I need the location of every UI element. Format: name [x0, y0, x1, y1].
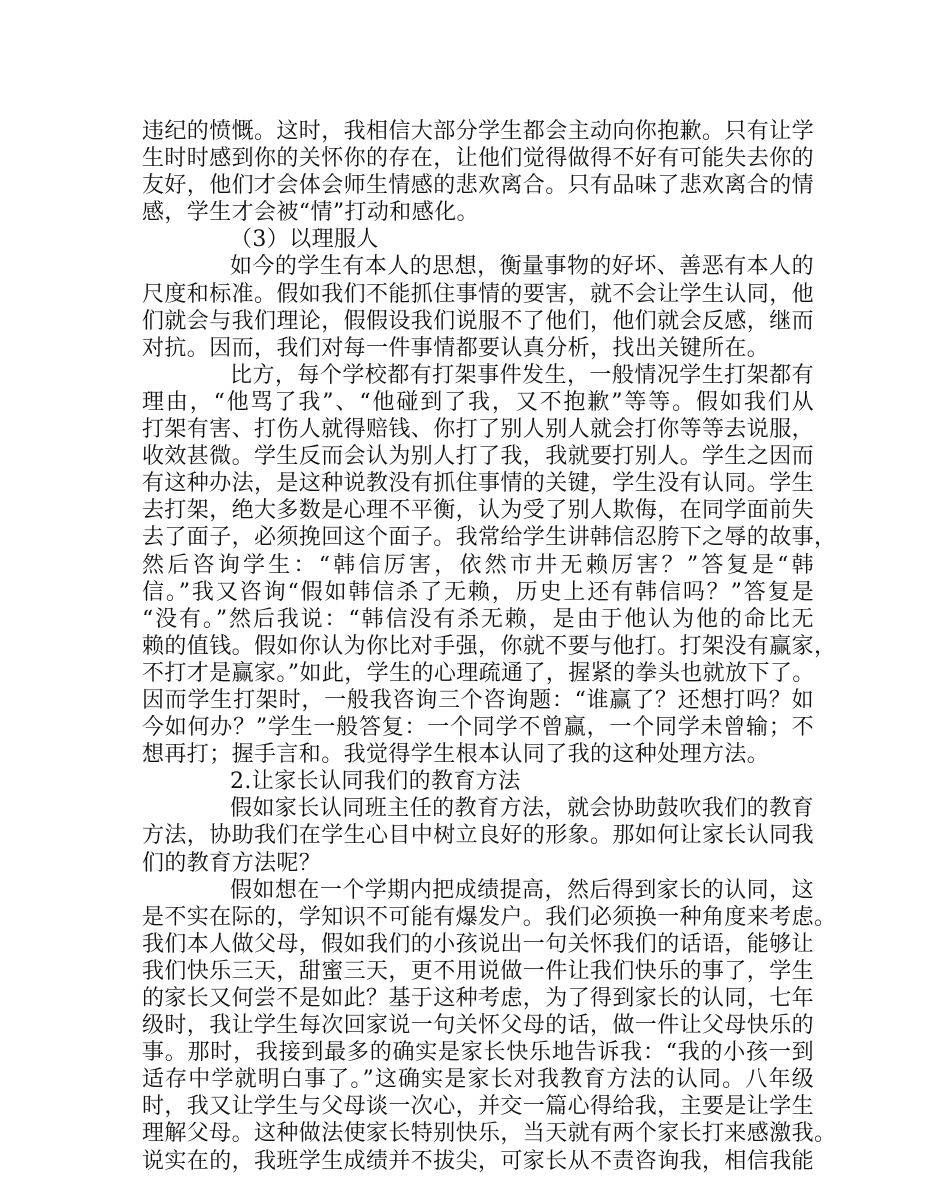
text-line: 理解父母。这种做法使家长特别快乐，当天就有两个家长打来感激我。	[142, 1121, 837, 1147]
paragraph-first-line: 如今的学生有本人的思想，衡量事物的好坏、善恶有本人的	[230, 254, 814, 280]
text-line: 友好，他们才会体会师生情感的悲欢离合。只有品味了悲欢离合的情	[142, 173, 815, 199]
document-body	[142, 118, 837, 1175]
section-heading: （3）以理服人	[230, 227, 379, 253]
paragraph-first-line: 比方，每个学校都有打架事件发生，一般情况学生打架都有	[230, 362, 814, 388]
paragraph-first-line: 假如想在一个学期内把成绩提高，然后得到家长的认同，这	[230, 877, 814, 903]
text-line: 我们快乐三天，甜蜜三天，更不用说做一件让我们快乐的事了，学生	[142, 958, 815, 984]
text-line: 的家长又何尝不是如此？基于这种考虑，为了得到家长的认同，七年	[142, 986, 815, 1011]
text-line: 们的教育方法呢？	[142, 850, 322, 876]
text-line: “没有。”然后我说：“韩信没有杀无赖，是由于他认为他的命比无	[142, 606, 814, 632]
text-line: 然后咨询学生：“韩信厉害，依然市井无赖厉害？”答复是“韩	[142, 552, 814, 578]
section-heading: 2.让家长认同我们的教育方法	[230, 769, 521, 795]
text-line: 信。”我又咨询“假如韩信杀了无赖，历史上还有韩信吗？”答复是	[142, 579, 814, 605]
text-line: 有这种办法，是这种说教没有抓住事情的关键，学生没有认同。学生	[142, 471, 815, 497]
text-line: 不打才是赢家。”如此，学生的心理疏通了，握紧的拳头也就放下了。	[142, 660, 815, 686]
text-line: 赖的值钱。假如你认为你比对手强，你就不要与他打。打架没有赢家，	[142, 633, 837, 659]
text-line: 是不实在际的，学知识不可能有爆发户。我们必须换一种角度来考虑。	[142, 904, 837, 930]
text-line: 想再打；握手言和。我觉得学生根本认同了我的这种处理方法。	[142, 742, 770, 768]
text-line: 去打架，绝大多数是心理不平衡，认为受了别人欺侮，在同学面前失	[142, 498, 815, 524]
text-line: 今如何办？”学生一般答复：一个同学不曾赢，一个同学未曾输；不	[142, 715, 814, 741]
text-line: 方法，协助我们在学生心目中树立良好的形象。那如何让家长认同我	[142, 823, 815, 849]
text-line: 理由，“他骂了我”、“他碰到了我，又不抱歉”等等。假如我们从	[142, 389, 814, 415]
text-line: 尺度和标准。假如我们不能抓住事情的要害，就不会让学生认同，他	[142, 281, 815, 307]
text-line: 级时，我让学生每次回家说一句关怀父母的话，做一件让父母快乐的	[142, 1013, 815, 1039]
text-line: 事。那时，我接到最多的确实是家长快乐地告诉我：“我的小孩一到	[142, 1040, 814, 1066]
text-line: 说实在的，我班学生成绩并不拔尖，可家长从不责咨询我，相信我能	[142, 1148, 815, 1174]
paragraph-first-line: 假如家长认同班主任的教育方法，就会协助鼓吹我们的教育	[230, 796, 814, 822]
text-line: 们就会与我们理论，假假设我们说服不了他们，他们就会反感，继而	[142, 308, 815, 334]
text-line: 对抗。因而，我们对每一件事情都要认真分析，找出关键所在。	[142, 335, 770, 361]
text-line: 去了面子，必须挽回这个面子。我常给学生讲韩信忍胯下之辱的故事，	[142, 525, 837, 551]
text-line: 因而学生打架时，一般我咨询三个咨询题：“谁赢了？还想打吗？如	[142, 687, 814, 713]
text-line: 感，学生才会被“情”打动和感化。	[142, 200, 479, 226]
text-line: 时，我又让学生与父母谈一次心，并交一篇心得给我，主要是让学生	[142, 1094, 815, 1120]
text-line: 收效甚微。学生反而会认为别人打了我，我就要打别人。学生之因而	[142, 444, 815, 470]
text-line: 适存中学就明白事了。”这确实是家长对我教育方法的认同。八年级	[142, 1067, 814, 1093]
text-line: 我们本人做父母，假如我们的小孩说出一句关怀我们的话语，能够让	[142, 931, 815, 957]
text-line: 打架有害、打伤人就得赔钱、你打了别人别人就会打你等等去说服，	[142, 417, 815, 443]
text-line: 违纪的愤慨。这时，我相信大部分学生都会主动向你抱歉。只有让学	[142, 119, 815, 144]
text-line: 生时时感到你的关怀你的存在，让他们觉得做得不好有可能失去你的	[142, 146, 815, 172]
